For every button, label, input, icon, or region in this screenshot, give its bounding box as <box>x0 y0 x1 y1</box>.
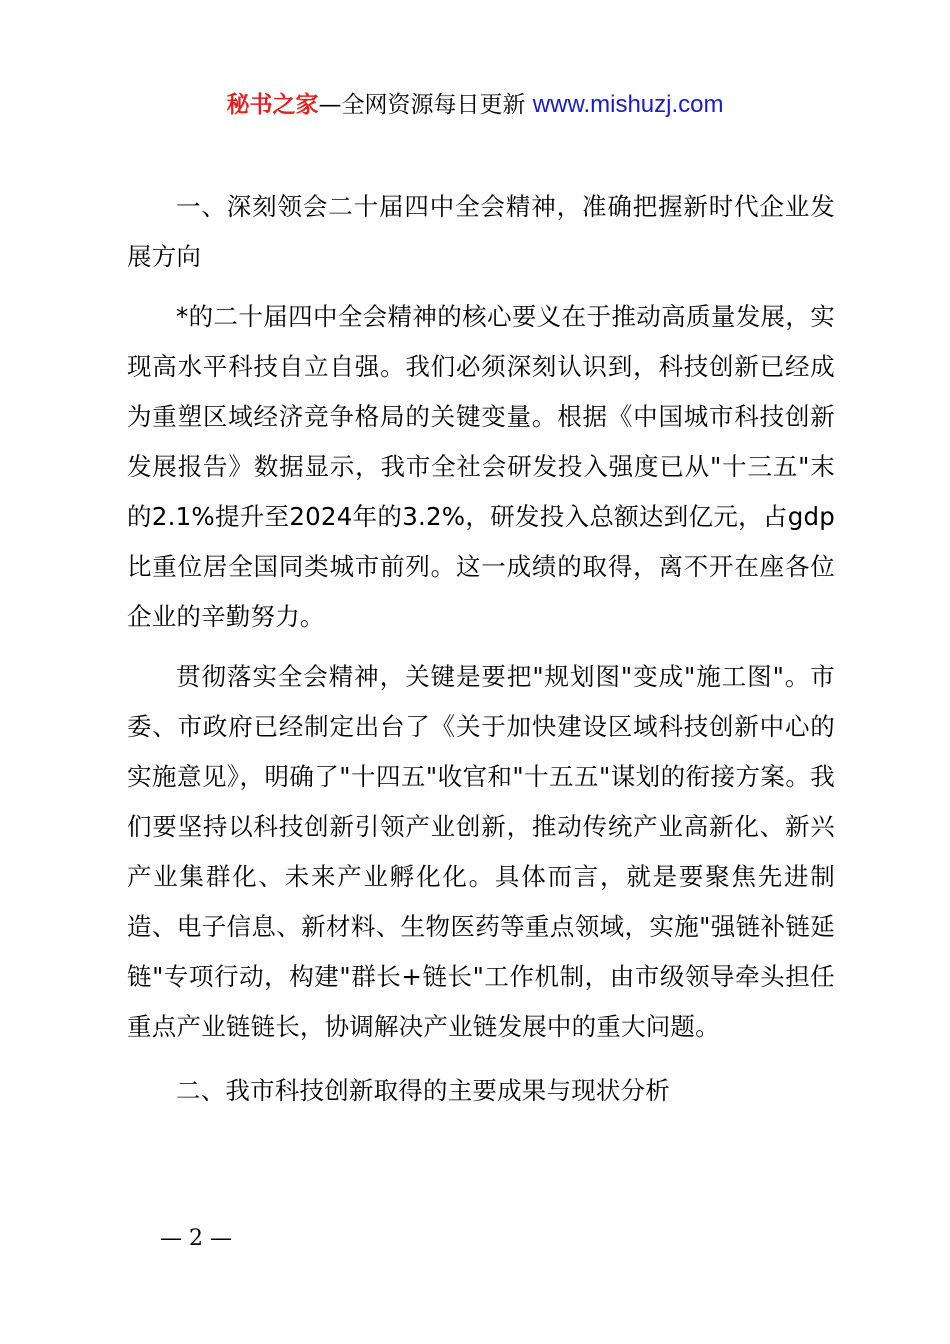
paragraph-1: *的二十届四中全会精神的核心要义在于推动高质量发展，实现高水平科技自立自强。我们必须深刻认识到，科技创新已经成为重塑区域经济竞争格局的关键变量。根据《中国城市科技创新发展报告》数据显示，我市全社会研发投入强度已从"十三五"末的2.1%提升至2024年的3.2%，研发投入总额达到亿元，占gdp比重位居全国同类城市前列。这一成绩的取得，离不开在座各位企业的辛勤努力。 <box>127 302 835 631</box>
paragraph-2: 贯彻落实全会精神，关键是要把"规划图"变成"施工图"。市委、市政府已经制定出台了《关于加快建设区域科技创新中心的实施意见》，明确了"十四五"收官和"十五五"谋划的衔接方案。我们要坚持以科技创新引领产业创新，推动传统产业高新化、新兴产业集群化、未来产业孵化化。具体而言，就是要聚焦先进制造、电子信息、新材料、生物医药等重点领域，实施"强链补链延链"专项行动，构建"群长+链长"工作机制，由市级领导牵头担任重点产业链链长，协调解决产业链发展中的重大问题。 <box>127 662 835 1041</box>
section-heading-2: 二、我市科技创新取得的主要成果与现状分析 <box>176 1076 670 1105</box>
brand-name: 秘书之家 <box>226 92 319 118</box>
site-header <box>0 88 950 122</box>
site-url-link[interactable]: www.mishuzj.com <box>532 91 724 118</box>
section-heading-1: 一、深刻领会二十届四中全会精神，准确把握新时代企业发展方向 <box>127 192 835 271</box>
document-body <box>127 182 835 1126</box>
page-number: — 2 — <box>160 1226 232 1251</box>
header-tagline: —全网资源每日更新 <box>318 92 526 118</box>
